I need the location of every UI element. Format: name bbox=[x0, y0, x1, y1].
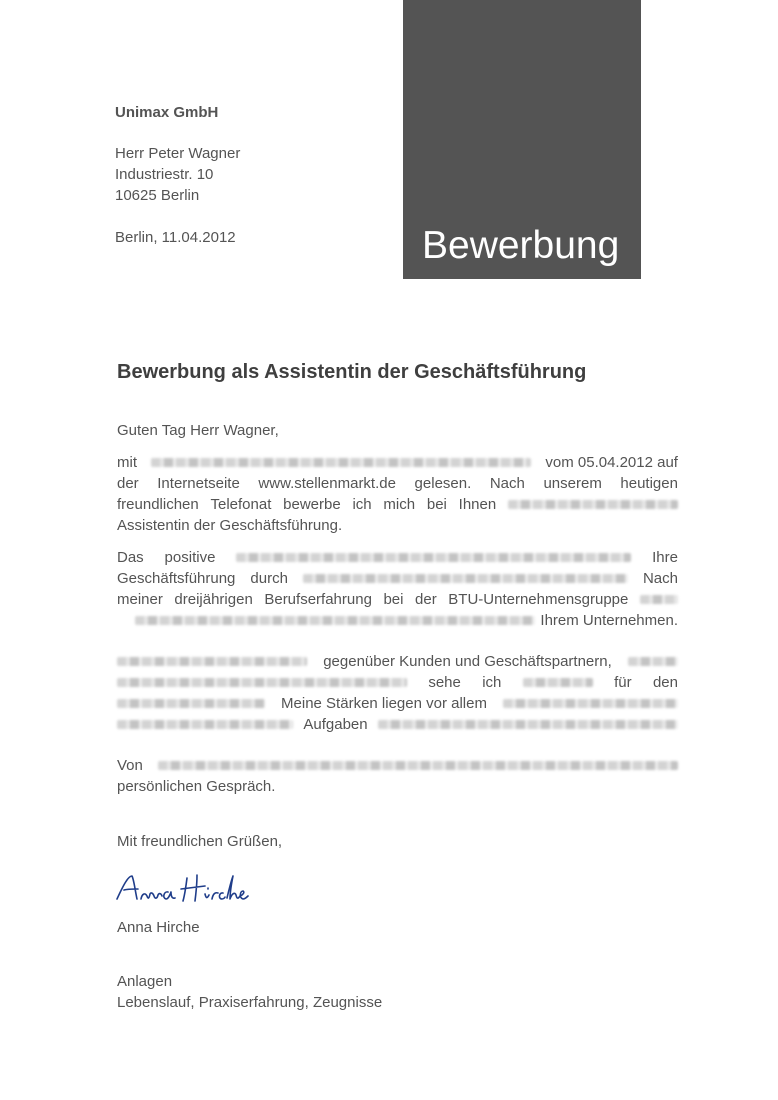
word: positive bbox=[164, 549, 216, 566]
subject-line: Bewerbung als Assistentin der Geschäftsführung bbox=[117, 361, 587, 383]
redacted-text bbox=[117, 678, 407, 687]
paragraph-line bbox=[117, 776, 678, 797]
paragraph-line bbox=[117, 693, 678, 714]
word: Telefonat bbox=[210, 496, 272, 513]
word: Geschäftsführung bbox=[117, 570, 236, 587]
paragraph-line bbox=[117, 494, 678, 515]
word: unserem bbox=[543, 475, 602, 492]
header-block bbox=[403, 0, 641, 279]
word: meiner bbox=[117, 591, 163, 608]
redacted-text bbox=[151, 458, 531, 467]
word: ich bbox=[482, 674, 502, 691]
word: sehe bbox=[428, 674, 461, 691]
paragraph-line bbox=[117, 452, 678, 473]
paragraph-line bbox=[117, 755, 678, 776]
paragraph-2 bbox=[117, 547, 678, 631]
word: Meine Stärken liegen vor allem bbox=[281, 695, 487, 712]
redacted-text bbox=[117, 699, 265, 708]
salutation: Guten Tag Herr Wagner, bbox=[117, 422, 279, 439]
word: persönlichen Gespräch. bbox=[117, 778, 276, 795]
handwritten-signature bbox=[115, 872, 250, 908]
word: Ihrem Unternehmen. bbox=[540, 612, 678, 629]
word: ich bbox=[352, 496, 372, 513]
recipient-address bbox=[115, 143, 240, 206]
word: bei bbox=[426, 496, 447, 513]
paragraph-line bbox=[117, 651, 678, 672]
word: BTU-Unternehmensgruppe bbox=[448, 591, 629, 608]
word: Ihnen bbox=[458, 496, 497, 513]
redacted-text bbox=[508, 500, 678, 509]
word: den bbox=[652, 674, 678, 691]
closing: Mit freundlichen Grüßen, bbox=[117, 833, 283, 850]
word: bewerbe bbox=[283, 496, 341, 513]
redacted-text bbox=[135, 616, 535, 625]
word: Berufserfahrung bbox=[264, 591, 372, 608]
paragraph-line bbox=[117, 547, 678, 568]
paragraph-3 bbox=[117, 651, 678, 735]
redacted-text bbox=[117, 657, 307, 666]
date-line: Berlin, 11.04.2012 bbox=[115, 229, 236, 246]
document-title: Bewerbung bbox=[422, 224, 620, 267]
word: Ihre bbox=[652, 549, 678, 566]
word: für bbox=[614, 674, 632, 691]
redacted-text bbox=[303, 574, 628, 583]
paragraph-line bbox=[117, 672, 678, 693]
recipient-name: Herr Peter Wagner bbox=[115, 145, 241, 162]
enclosures-list: Lebenslauf, Praxiserfahrung, Zeugnisse bbox=[117, 994, 383, 1011]
paragraph-line bbox=[117, 589, 678, 610]
word: dreijährigen bbox=[174, 591, 253, 608]
word: mit bbox=[117, 454, 137, 471]
redacted-text bbox=[378, 720, 678, 729]
sender-name: Anna Hirche bbox=[117, 919, 200, 936]
enclosures-label: Anlagen bbox=[117, 973, 173, 990]
word: der bbox=[117, 475, 139, 492]
paragraph-line bbox=[117, 610, 678, 631]
word: heutigen bbox=[620, 475, 678, 492]
word: www.stellenmarkt.de bbox=[258, 475, 396, 492]
word: Assistentin der Geschäftsführung. bbox=[117, 517, 343, 534]
word: Nach bbox=[489, 475, 525, 492]
recipient-street: Industriestr. 10 bbox=[115, 166, 214, 183]
redacted-text bbox=[503, 699, 678, 708]
word: Nach bbox=[642, 570, 678, 587]
word: durch bbox=[250, 570, 288, 587]
paragraph-line bbox=[117, 714, 678, 735]
word: bei bbox=[383, 591, 404, 608]
word: vom 05.04.2012 auf bbox=[545, 454, 678, 471]
word: Das bbox=[117, 549, 144, 566]
paragraph-1 bbox=[117, 452, 678, 536]
word: gelesen. bbox=[414, 475, 472, 492]
recipient-city: 10625 Berlin bbox=[115, 187, 200, 204]
recipient-company: Unimax GmbH bbox=[115, 104, 219, 121]
redacted-text bbox=[117, 720, 293, 729]
paragraph-4 bbox=[117, 755, 678, 797]
word: der bbox=[415, 591, 437, 608]
word: gegenüber Kunden und Geschäftspartnern, bbox=[323, 653, 612, 670]
redacted-text bbox=[236, 553, 631, 562]
redacted-text bbox=[158, 761, 678, 770]
paragraph-line bbox=[117, 473, 678, 494]
word: Von bbox=[117, 757, 143, 774]
word: Internetseite bbox=[157, 475, 240, 492]
paragraph-line bbox=[117, 568, 678, 589]
redacted-text bbox=[628, 657, 678, 666]
paragraph-line bbox=[117, 515, 678, 536]
word: Aufgaben bbox=[303, 716, 368, 733]
redacted-text bbox=[523, 678, 593, 687]
word: mich bbox=[383, 496, 416, 513]
word: freundlichen bbox=[117, 496, 199, 513]
redacted-text bbox=[640, 595, 678, 604]
